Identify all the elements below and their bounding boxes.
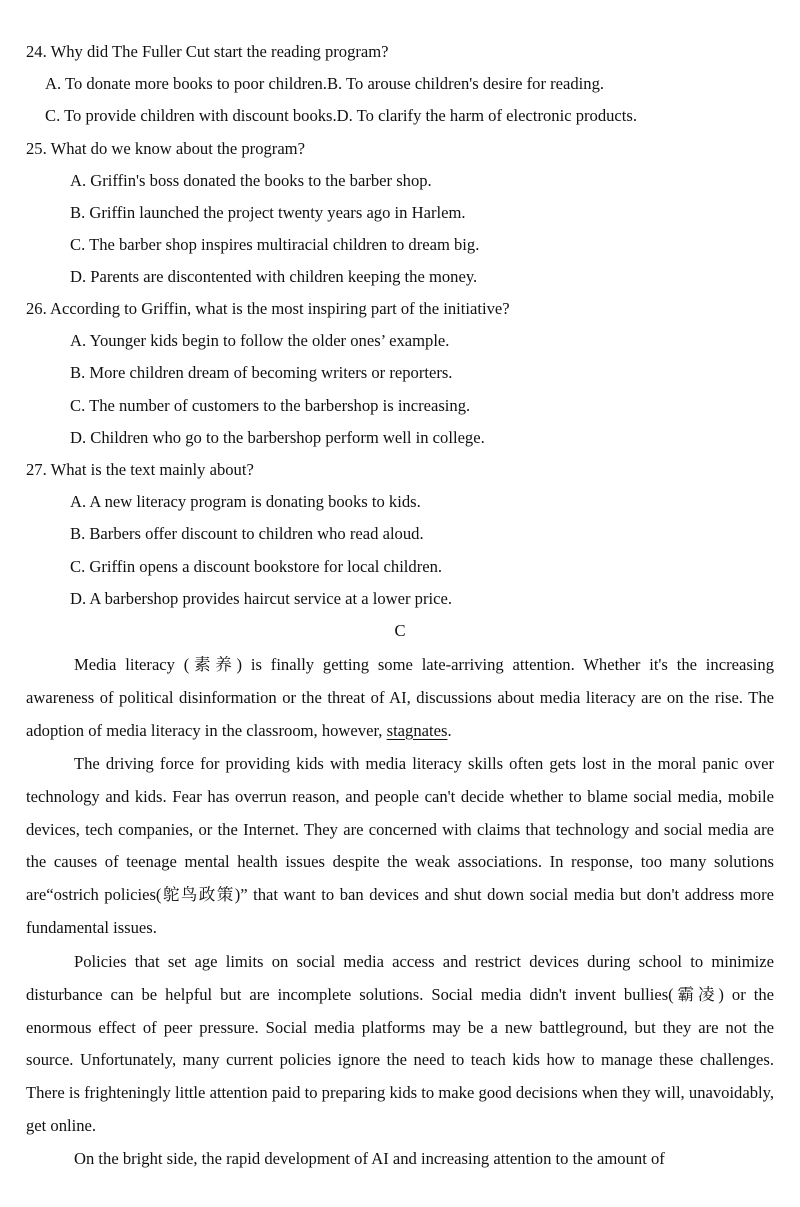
answer-option: D. A barbershop provides haircut service at a lower price. bbox=[70, 589, 452, 608]
answer-options-ab: A. To donate more books to poor children.B. To arouse children's desire for reading. bbox=[45, 74, 605, 93]
paragraph-text: On the bright side, the rapid development of AI and increasing attention to the amount of bbox=[74, 1149, 665, 1168]
paragraph-text: Policies that set age limits on social media access and restrict devices during school to minimize disturbance can be helpful but are incomplete solutions. Social media didn't invent bullies(霸凌) or the enormous effect of peer pressure. Social media platforms may be a new battleground, but they are not the source. Unfortunately, many current policies ignore the need to teach kids how to manage these challenges. There is frighteningly little attention paid to preparing kids to make good decisions when they will, unavoidably, get online. bbox=[26, 952, 774, 1135]
answer-option: C. The barber shop inspires multiracial children to dream big. bbox=[70, 235, 480, 254]
question-stem: 24. Why did The Fuller Cut start the reading program? bbox=[26, 42, 389, 61]
answer-option: B. Barbers offer discount to children who read aloud. bbox=[70, 524, 424, 543]
paragraph-text: . bbox=[447, 720, 452, 740]
question-stem: 26. According to Griffin, what is the most inspiring part of the initiative? bbox=[26, 299, 510, 318]
passage-paragraph-2 bbox=[26, 748, 774, 945]
section-heading: C bbox=[394, 621, 406, 640]
answer-options-cd: C. To provide children with discount books.D. To clarify the harm of electronic products. bbox=[45, 106, 638, 125]
answer-option: A. A new literacy program is donating books to kids. bbox=[70, 492, 421, 511]
answer-option: D. Parents are discontented with children keeping the money. bbox=[70, 267, 478, 286]
underlined-word: stagnates bbox=[386, 720, 448, 740]
answer-option: B. Griffin launched the project twenty years ago in Harlem. bbox=[70, 203, 466, 222]
answer-option: A. Griffin's boss donated the books to the barber shop. bbox=[70, 171, 432, 190]
paragraph-text: Media literacy (素养) is finally getting some late-arriving attention. Whether it's the increasing awareness of political disinformation or the threat of AI, discussions about media literacy are on the rise. The adoption of media literacy in the classroom, however, bbox=[26, 655, 774, 740]
question-stem: 27. What is the text mainly about? bbox=[26, 460, 254, 479]
question-stem: 25. What do we know about the program? bbox=[26, 139, 305, 158]
answer-option: C. Griffin opens a discount bookstore for local children. bbox=[70, 557, 443, 576]
answer-option: C. The number of customers to the barbershop is increasing. bbox=[70, 396, 471, 415]
paragraph-text: The driving force for providing kids with media literacy skills often gets lost in the moral panic over technology and kids. Fear has overrun reason, and people can't decide whether to blame social media, mobile devices, tech companies, or the Internet. They are concerned with claims that technology and social media are the causes of teenage mental health issues despite the weak associations. In response, too many solutions are“ostrich policies(鸵鸟政策)” that want to ban devices and shut down social media but don't address more fundamental issues. bbox=[26, 754, 774, 937]
passage-paragraph-3 bbox=[26, 946, 774, 1143]
answer-option: A. Younger kids begin to follow the older ones’ example. bbox=[70, 331, 450, 350]
answer-option: B. More children dream of becoming writers or reporters. bbox=[70, 363, 453, 382]
passage-paragraph-1 bbox=[26, 649, 774, 747]
answer-option: D. Children who go to the barbershop perform well in college. bbox=[70, 428, 485, 447]
passage-paragraph-4 bbox=[26, 1143, 774, 1176]
